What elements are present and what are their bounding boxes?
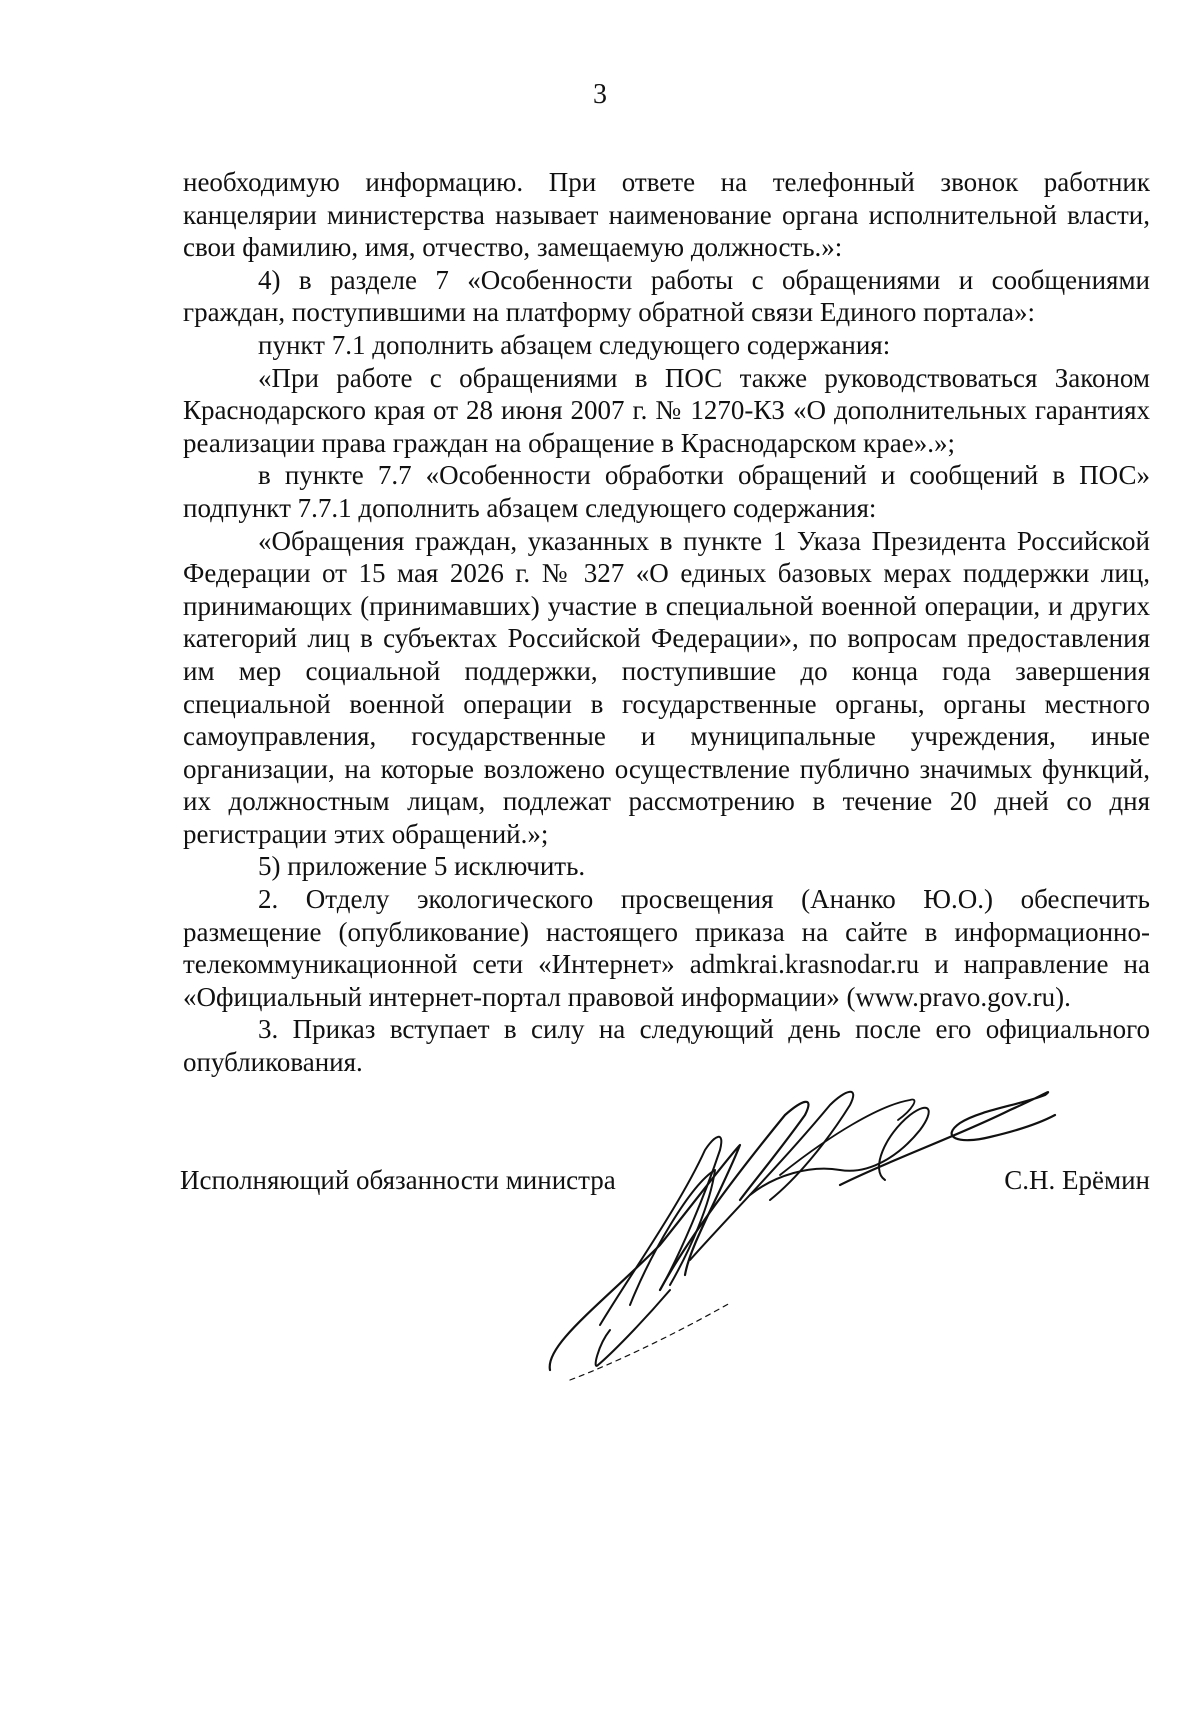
paragraph: 5) приложение 5 исключить. bbox=[258, 851, 586, 882]
signatory-title: Исполняющий обязанности министра bbox=[180, 1165, 616, 1195]
page-number: 3 bbox=[593, 79, 607, 110]
paragraph: 2. Отделу экологического просвещения (Ананко Ю.О.) обеспечить размещение (опубликование) настоящего приказа на сайте в информационно-телекоммуникационной сети «Интернет» admkrai.krasnodar.ru и направление на «Официальный интернет-портал правовой информации» (www.pravo.gov.ru). bbox=[183, 884, 1150, 1012]
paragraph: «Обращения граждан, указанных в пункте 1 Указа Президента Российской Федерации от 15 мая 2026 г. № 327 «О единых базовых мерах поддержки лиц, принимающих (принимавших) участие в специальной военной операции, и других категорий лиц в субъектах Российской Федерации», по вопросам предоставления им мер социальной поддержки, поступившие до конца года завершения специальной военной операции в государственные органы, органы местного самоуправления, государственные и муниципальные учреждения, иные организации, на которые возложено осуществление публично значимых функций, их должностным лицам, подлежат рассмотрению в течение 20 дней со дня регистрации этих обращений.»; bbox=[183, 525, 1150, 849]
handwritten-signature bbox=[540, 1075, 1060, 1395]
document-body bbox=[183, 166, 1150, 1079]
paragraph: «При работе с обращениями в ПОС также руководствоваться Законом Краснодарского края от 28 июня 2007 г. № 1270-КЗ «О дополнительных гарантиях реализации права граждан на обращение в Краснодарском крае».»; bbox=[183, 362, 1150, 458]
paragraph: 3. Приказ вступает в силу на следующий день после его официального опубликования. bbox=[183, 1014, 1150, 1078]
signatory-name: С.Н. Ерёмин bbox=[1004, 1165, 1150, 1195]
paragraph: 4) в разделе 7 «Особенности работы с обращениями и сообщениями граждан, поступившими на платформу обратной связи Единого портала»: bbox=[183, 264, 1150, 328]
paragraph: в пункте 7.7 «Особенности обработки обращений и сообщений в ПОС» подпункт 7.7.1 дополнить абзацем следующего содержания: bbox=[183, 460, 1150, 523]
paragraph: необходимую информацию. При ответе на телефонный звонок работник канцелярии министерства называет наименование органа исполнительной власти, свои фамилию, имя, отчество, замещаемую должность.»: bbox=[183, 167, 1150, 263]
paragraph: пункт 7.1 дополнить абзацем следующего содержания: bbox=[258, 329, 891, 360]
